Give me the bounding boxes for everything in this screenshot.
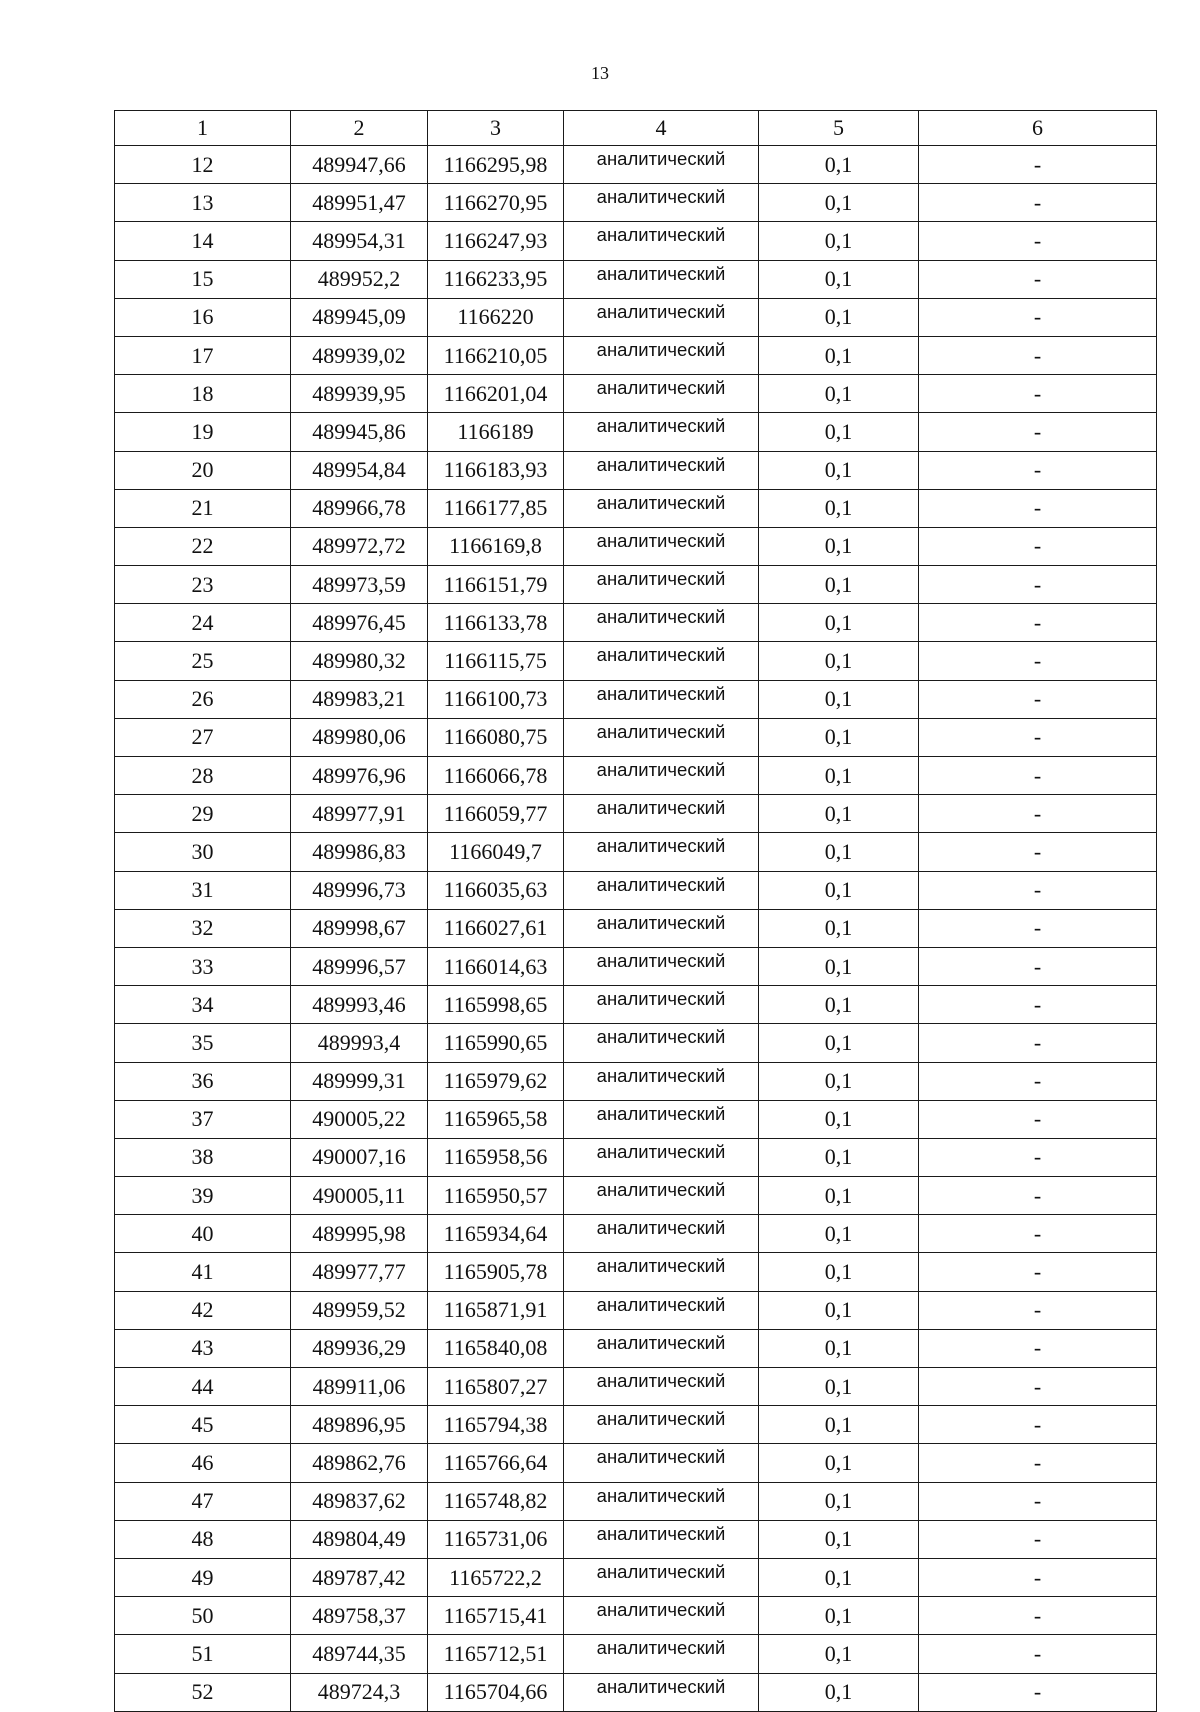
- note-cell: -: [919, 1558, 1157, 1596]
- x-coordinate-cell: 489954,84: [291, 451, 428, 489]
- x-coordinate-cell: 489951,47: [291, 184, 428, 222]
- note-cell: -: [919, 336, 1157, 374]
- point-number-cell: 42: [115, 1291, 291, 1329]
- x-coordinate-cell: 489993,4: [291, 1024, 428, 1062]
- y-coordinate-cell: 1165950,57: [428, 1177, 564, 1215]
- table-row: [115, 986, 1157, 1024]
- method-cell: аналитический: [564, 1291, 759, 1329]
- x-coordinate-cell: 489959,52: [291, 1291, 428, 1329]
- point-number-cell: 21: [115, 489, 291, 527]
- accuracy-cell: 0,1: [759, 909, 919, 947]
- method-cell: аналитический: [564, 146, 759, 184]
- accuracy-cell: 0,1: [759, 413, 919, 451]
- table-row: [115, 184, 1157, 222]
- x-coordinate-cell: 489954,31: [291, 222, 428, 260]
- note-cell: -: [919, 718, 1157, 756]
- point-number-cell: 31: [115, 871, 291, 909]
- method-cell: аналитический: [564, 1253, 759, 1291]
- x-coordinate-cell: 489939,95: [291, 375, 428, 413]
- point-number-cell: 50: [115, 1597, 291, 1635]
- method-cell: аналитический: [564, 1482, 759, 1520]
- method-cell: аналитический: [564, 1520, 759, 1558]
- method-cell: аналитический: [564, 451, 759, 489]
- note-cell: -: [919, 1520, 1157, 1558]
- point-number-cell: 46: [115, 1444, 291, 1482]
- x-coordinate-cell: 489939,02: [291, 336, 428, 374]
- point-number-cell: 22: [115, 527, 291, 565]
- point-number-cell: 14: [115, 222, 291, 260]
- point-number-cell: 36: [115, 1062, 291, 1100]
- accuracy-cell: 0,1: [759, 260, 919, 298]
- y-coordinate-cell: 1166151,79: [428, 566, 564, 604]
- method-cell: аналитический: [564, 947, 759, 985]
- x-coordinate-cell: 489945,09: [291, 298, 428, 336]
- y-coordinate-cell: 1165722,2: [428, 1558, 564, 1596]
- accuracy-cell: 0,1: [759, 718, 919, 756]
- table-row: [115, 1673, 1157, 1711]
- accuracy-cell: 0,1: [759, 757, 919, 795]
- note-cell: -: [919, 833, 1157, 871]
- point-number-cell: 28: [115, 757, 291, 795]
- x-coordinate-cell: 490005,11: [291, 1177, 428, 1215]
- table-row: [115, 1597, 1157, 1635]
- method-cell: аналитический: [564, 871, 759, 909]
- note-cell: -: [919, 604, 1157, 642]
- accuracy-cell: 0,1: [759, 1558, 919, 1596]
- note-cell: -: [919, 757, 1157, 795]
- accuracy-cell: 0,1: [759, 1291, 919, 1329]
- point-number-cell: 16: [115, 298, 291, 336]
- column-header-2: 2: [291, 111, 428, 146]
- table-row: [115, 489, 1157, 527]
- y-coordinate-cell: 1166115,75: [428, 642, 564, 680]
- note-cell: -: [919, 260, 1157, 298]
- note-cell: -: [919, 413, 1157, 451]
- accuracy-cell: 0,1: [759, 1215, 919, 1253]
- x-coordinate-cell: 489980,32: [291, 642, 428, 680]
- accuracy-cell: 0,1: [759, 986, 919, 1024]
- point-number-cell: 18: [115, 375, 291, 413]
- method-cell: аналитический: [564, 833, 759, 871]
- y-coordinate-cell: 1166270,95: [428, 184, 564, 222]
- accuracy-cell: 0,1: [759, 375, 919, 413]
- accuracy-cell: 0,1: [759, 336, 919, 374]
- method-cell: аналитический: [564, 757, 759, 795]
- point-number-cell: 47: [115, 1482, 291, 1520]
- point-number-cell: 45: [115, 1406, 291, 1444]
- table-row: [115, 336, 1157, 374]
- point-number-cell: 20: [115, 451, 291, 489]
- table-row: [115, 947, 1157, 985]
- x-coordinate-cell: 489973,59: [291, 566, 428, 604]
- point-number-cell: 33: [115, 947, 291, 985]
- accuracy-cell: 0,1: [759, 871, 919, 909]
- coordinates-table: [114, 110, 1157, 1712]
- accuracy-cell: 0,1: [759, 1406, 919, 1444]
- table-body: [115, 146, 1157, 1712]
- table-row: [115, 1520, 1157, 1558]
- y-coordinate-cell: 1165715,41: [428, 1597, 564, 1635]
- y-coordinate-cell: 1165979,62: [428, 1062, 564, 1100]
- y-coordinate-cell: 1165794,38: [428, 1406, 564, 1444]
- method-cell: аналитический: [564, 1138, 759, 1176]
- point-number-cell: 25: [115, 642, 291, 680]
- note-cell: -: [919, 795, 1157, 833]
- x-coordinate-cell: 489744,35: [291, 1635, 428, 1673]
- note-cell: -: [919, 489, 1157, 527]
- method-cell: аналитический: [564, 642, 759, 680]
- y-coordinate-cell: 1166220: [428, 298, 564, 336]
- note-cell: -: [919, 909, 1157, 947]
- column-header-4: 4: [564, 111, 759, 146]
- y-coordinate-cell: 1166189: [428, 413, 564, 451]
- table-row: [115, 642, 1157, 680]
- point-number-cell: 23: [115, 566, 291, 604]
- point-number-cell: 38: [115, 1138, 291, 1176]
- y-coordinate-cell: 1165704,66: [428, 1673, 564, 1711]
- table-row: [115, 451, 1157, 489]
- table-row: [115, 375, 1157, 413]
- note-cell: -: [919, 222, 1157, 260]
- table-row: [115, 909, 1157, 947]
- note-cell: -: [919, 1215, 1157, 1253]
- accuracy-cell: 0,1: [759, 1177, 919, 1215]
- accuracy-cell: 0,1: [759, 1138, 919, 1176]
- column-header-5: 5: [759, 111, 919, 146]
- x-coordinate-cell: 489911,06: [291, 1368, 428, 1406]
- method-cell: аналитический: [564, 527, 759, 565]
- y-coordinate-cell: 1166210,05: [428, 336, 564, 374]
- table-row: [115, 1368, 1157, 1406]
- x-coordinate-cell: 489977,91: [291, 795, 428, 833]
- x-coordinate-cell: 489947,66: [291, 146, 428, 184]
- method-cell: аналитический: [564, 680, 759, 718]
- x-coordinate-cell: 489936,29: [291, 1329, 428, 1367]
- table-row: [115, 222, 1157, 260]
- table-row: [115, 604, 1157, 642]
- method-cell: аналитический: [564, 298, 759, 336]
- table-row: [115, 871, 1157, 909]
- method-cell: аналитический: [564, 260, 759, 298]
- note-cell: -: [919, 642, 1157, 680]
- point-number-cell: 35: [115, 1024, 291, 1062]
- table-row: [115, 1215, 1157, 1253]
- point-number-cell: 29: [115, 795, 291, 833]
- y-coordinate-cell: 1166049,7: [428, 833, 564, 871]
- note-cell: -: [919, 1024, 1157, 1062]
- accuracy-cell: 0,1: [759, 1597, 919, 1635]
- point-number-cell: 43: [115, 1329, 291, 1367]
- table-row: [115, 1253, 1157, 1291]
- accuracy-cell: 0,1: [759, 795, 919, 833]
- point-number-cell: 17: [115, 336, 291, 374]
- point-number-cell: 30: [115, 833, 291, 871]
- accuracy-cell: 0,1: [759, 1368, 919, 1406]
- accuracy-cell: 0,1: [759, 604, 919, 642]
- y-coordinate-cell: 1165748,82: [428, 1482, 564, 1520]
- point-number-cell: 13: [115, 184, 291, 222]
- note-cell: -: [919, 986, 1157, 1024]
- accuracy-cell: 0,1: [759, 1635, 919, 1673]
- note-cell: -: [919, 947, 1157, 985]
- method-cell: аналитический: [564, 795, 759, 833]
- accuracy-cell: 0,1: [759, 642, 919, 680]
- point-number-cell: 24: [115, 604, 291, 642]
- point-number-cell: 32: [115, 909, 291, 947]
- table-row: [115, 298, 1157, 336]
- x-coordinate-cell: 489998,67: [291, 909, 428, 947]
- y-coordinate-cell: 1165766,64: [428, 1444, 564, 1482]
- table-row: [115, 680, 1157, 718]
- note-cell: -: [919, 1062, 1157, 1100]
- y-coordinate-cell: 1165998,65: [428, 986, 564, 1024]
- x-coordinate-cell: 489976,96: [291, 757, 428, 795]
- method-cell: аналитический: [564, 1444, 759, 1482]
- accuracy-cell: 0,1: [759, 451, 919, 489]
- x-coordinate-cell: 489862,76: [291, 1444, 428, 1482]
- note-cell: -: [919, 1329, 1157, 1367]
- x-coordinate-cell: 489986,83: [291, 833, 428, 871]
- method-cell: аналитический: [564, 1558, 759, 1596]
- point-number-cell: 40: [115, 1215, 291, 1253]
- method-cell: аналитический: [564, 489, 759, 527]
- y-coordinate-cell: 1165712,51: [428, 1635, 564, 1673]
- note-cell: -: [919, 298, 1157, 336]
- y-coordinate-cell: 1166100,73: [428, 680, 564, 718]
- point-number-cell: 39: [115, 1177, 291, 1215]
- accuracy-cell: 0,1: [759, 1444, 919, 1482]
- method-cell: аналитический: [564, 1635, 759, 1673]
- note-cell: -: [919, 1100, 1157, 1138]
- table-row: [115, 1444, 1157, 1482]
- note-cell: -: [919, 146, 1157, 184]
- method-cell: аналитический: [564, 1406, 759, 1444]
- accuracy-cell: 0,1: [759, 1673, 919, 1711]
- x-coordinate-cell: 490005,22: [291, 1100, 428, 1138]
- y-coordinate-cell: 1166169,8: [428, 527, 564, 565]
- y-coordinate-cell: 1166059,77: [428, 795, 564, 833]
- point-number-cell: 12: [115, 146, 291, 184]
- x-coordinate-cell: 489804,49: [291, 1520, 428, 1558]
- x-coordinate-cell: 489977,77: [291, 1253, 428, 1291]
- y-coordinate-cell: 1165807,27: [428, 1368, 564, 1406]
- y-coordinate-cell: 1166066,78: [428, 757, 564, 795]
- accuracy-cell: 0,1: [759, 947, 919, 985]
- point-number-cell: 37: [115, 1100, 291, 1138]
- table-row: [115, 146, 1157, 184]
- method-cell: аналитический: [564, 1177, 759, 1215]
- method-cell: аналитический: [564, 1673, 759, 1711]
- x-coordinate-cell: 489993,46: [291, 986, 428, 1024]
- y-coordinate-cell: 1165958,56: [428, 1138, 564, 1176]
- y-coordinate-cell: 1166201,04: [428, 375, 564, 413]
- table-row: [115, 795, 1157, 833]
- y-coordinate-cell: 1165905,78: [428, 1253, 564, 1291]
- header-row: [115, 111, 1157, 146]
- x-coordinate-cell: 489952,2: [291, 260, 428, 298]
- table-row: [115, 1635, 1157, 1673]
- note-cell: -: [919, 1406, 1157, 1444]
- y-coordinate-cell: 1165965,58: [428, 1100, 564, 1138]
- y-coordinate-cell: 1166133,78: [428, 604, 564, 642]
- x-coordinate-cell: 489972,72: [291, 527, 428, 565]
- x-coordinate-cell: 489999,31: [291, 1062, 428, 1100]
- table-row: [115, 260, 1157, 298]
- method-cell: аналитический: [564, 566, 759, 604]
- note-cell: -: [919, 451, 1157, 489]
- method-cell: аналитический: [564, 222, 759, 260]
- method-cell: аналитический: [564, 375, 759, 413]
- method-cell: аналитический: [564, 1597, 759, 1635]
- note-cell: -: [919, 871, 1157, 909]
- y-coordinate-cell: 1166014,63: [428, 947, 564, 985]
- x-coordinate-cell: 489837,62: [291, 1482, 428, 1520]
- x-coordinate-cell: 489896,95: [291, 1406, 428, 1444]
- note-cell: -: [919, 1444, 1157, 1482]
- table-row: [115, 527, 1157, 565]
- table-row: [115, 1024, 1157, 1062]
- table-row: [115, 566, 1157, 604]
- method-cell: аналитический: [564, 184, 759, 222]
- method-cell: аналитический: [564, 1215, 759, 1253]
- point-number-cell: 41: [115, 1253, 291, 1291]
- note-cell: -: [919, 1635, 1157, 1673]
- method-cell: аналитический: [564, 909, 759, 947]
- table-row: [115, 1138, 1157, 1176]
- accuracy-cell: 0,1: [759, 1100, 919, 1138]
- x-coordinate-cell: 489996,73: [291, 871, 428, 909]
- x-coordinate-cell: 489996,57: [291, 947, 428, 985]
- x-coordinate-cell: 490007,16: [291, 1138, 428, 1176]
- y-coordinate-cell: 1166247,93: [428, 222, 564, 260]
- table-row: [115, 718, 1157, 756]
- accuracy-cell: 0,1: [759, 1253, 919, 1291]
- point-number-cell: 44: [115, 1368, 291, 1406]
- note-cell: -: [919, 1291, 1157, 1329]
- note-cell: -: [919, 1673, 1157, 1711]
- note-cell: -: [919, 1177, 1157, 1215]
- point-number-cell: 34: [115, 986, 291, 1024]
- note-cell: -: [919, 566, 1157, 604]
- method-cell: аналитический: [564, 718, 759, 756]
- accuracy-cell: 0,1: [759, 1482, 919, 1520]
- method-cell: аналитический: [564, 1024, 759, 1062]
- method-cell: аналитический: [564, 1100, 759, 1138]
- method-cell: аналитический: [564, 1062, 759, 1100]
- accuracy-cell: 0,1: [759, 833, 919, 871]
- table-row: [115, 1062, 1157, 1100]
- point-number-cell: 15: [115, 260, 291, 298]
- note-cell: -: [919, 1482, 1157, 1520]
- y-coordinate-cell: 1165871,91: [428, 1291, 564, 1329]
- note-cell: -: [919, 1597, 1157, 1635]
- column-header-1: 1: [115, 111, 291, 146]
- accuracy-cell: 0,1: [759, 680, 919, 718]
- point-number-cell: 51: [115, 1635, 291, 1673]
- point-number-cell: 49: [115, 1558, 291, 1596]
- x-coordinate-cell: 489976,45: [291, 604, 428, 642]
- accuracy-cell: 0,1: [759, 184, 919, 222]
- y-coordinate-cell: 1166295,98: [428, 146, 564, 184]
- method-cell: аналитический: [564, 1329, 759, 1367]
- column-header-6: 6: [919, 111, 1157, 146]
- table-row: [115, 757, 1157, 795]
- y-coordinate-cell: 1166177,85: [428, 489, 564, 527]
- method-cell: аналитический: [564, 986, 759, 1024]
- point-number-cell: 27: [115, 718, 291, 756]
- accuracy-cell: 0,1: [759, 527, 919, 565]
- method-cell: аналитический: [564, 336, 759, 374]
- y-coordinate-cell: 1165934,64: [428, 1215, 564, 1253]
- accuracy-cell: 0,1: [759, 566, 919, 604]
- y-coordinate-cell: 1166080,75: [428, 718, 564, 756]
- note-cell: -: [919, 527, 1157, 565]
- note-cell: -: [919, 680, 1157, 718]
- table-row: [115, 833, 1157, 871]
- note-cell: -: [919, 375, 1157, 413]
- table-row: [115, 413, 1157, 451]
- page-number: 13: [591, 63, 609, 83]
- accuracy-cell: 0,1: [759, 1062, 919, 1100]
- x-coordinate-cell: 489980,06: [291, 718, 428, 756]
- x-coordinate-cell: 489724,3: [291, 1673, 428, 1711]
- note-cell: -: [919, 1368, 1157, 1406]
- table-row: [115, 1177, 1157, 1215]
- note-cell: -: [919, 184, 1157, 222]
- y-coordinate-cell: 1166233,95: [428, 260, 564, 298]
- accuracy-cell: 0,1: [759, 146, 919, 184]
- accuracy-cell: 0,1: [759, 489, 919, 527]
- x-coordinate-cell: 489983,21: [291, 680, 428, 718]
- table-row: [115, 1100, 1157, 1138]
- accuracy-cell: 0,1: [759, 1520, 919, 1558]
- y-coordinate-cell: 1166027,61: [428, 909, 564, 947]
- y-coordinate-cell: 1165990,65: [428, 1024, 564, 1062]
- point-number-cell: 52: [115, 1673, 291, 1711]
- method-cell: аналитический: [564, 413, 759, 451]
- table-row: [115, 1482, 1157, 1520]
- y-coordinate-cell: 1166183,93: [428, 451, 564, 489]
- y-coordinate-cell: 1165840,08: [428, 1329, 564, 1367]
- x-coordinate-cell: 489966,78: [291, 489, 428, 527]
- y-coordinate-cell: 1165731,06: [428, 1520, 564, 1558]
- x-coordinate-cell: 489945,86: [291, 413, 428, 451]
- point-number-cell: 26: [115, 680, 291, 718]
- y-coordinate-cell: 1166035,63: [428, 871, 564, 909]
- x-coordinate-cell: 489758,37: [291, 1597, 428, 1635]
- point-number-cell: 19: [115, 413, 291, 451]
- accuracy-cell: 0,1: [759, 222, 919, 260]
- method-cell: аналитический: [564, 1368, 759, 1406]
- table-row: [115, 1558, 1157, 1596]
- table-row: [115, 1406, 1157, 1444]
- x-coordinate-cell: 489995,98: [291, 1215, 428, 1253]
- table-row: [115, 1291, 1157, 1329]
- note-cell: -: [919, 1138, 1157, 1176]
- method-cell: аналитический: [564, 604, 759, 642]
- x-coordinate-cell: 489787,42: [291, 1558, 428, 1596]
- accuracy-cell: 0,1: [759, 298, 919, 336]
- column-header-3: 3: [428, 111, 564, 146]
- point-number-cell: 48: [115, 1520, 291, 1558]
- note-cell: -: [919, 1253, 1157, 1291]
- accuracy-cell: 0,1: [759, 1024, 919, 1062]
- accuracy-cell: 0,1: [759, 1329, 919, 1367]
- table-row: [115, 1329, 1157, 1367]
